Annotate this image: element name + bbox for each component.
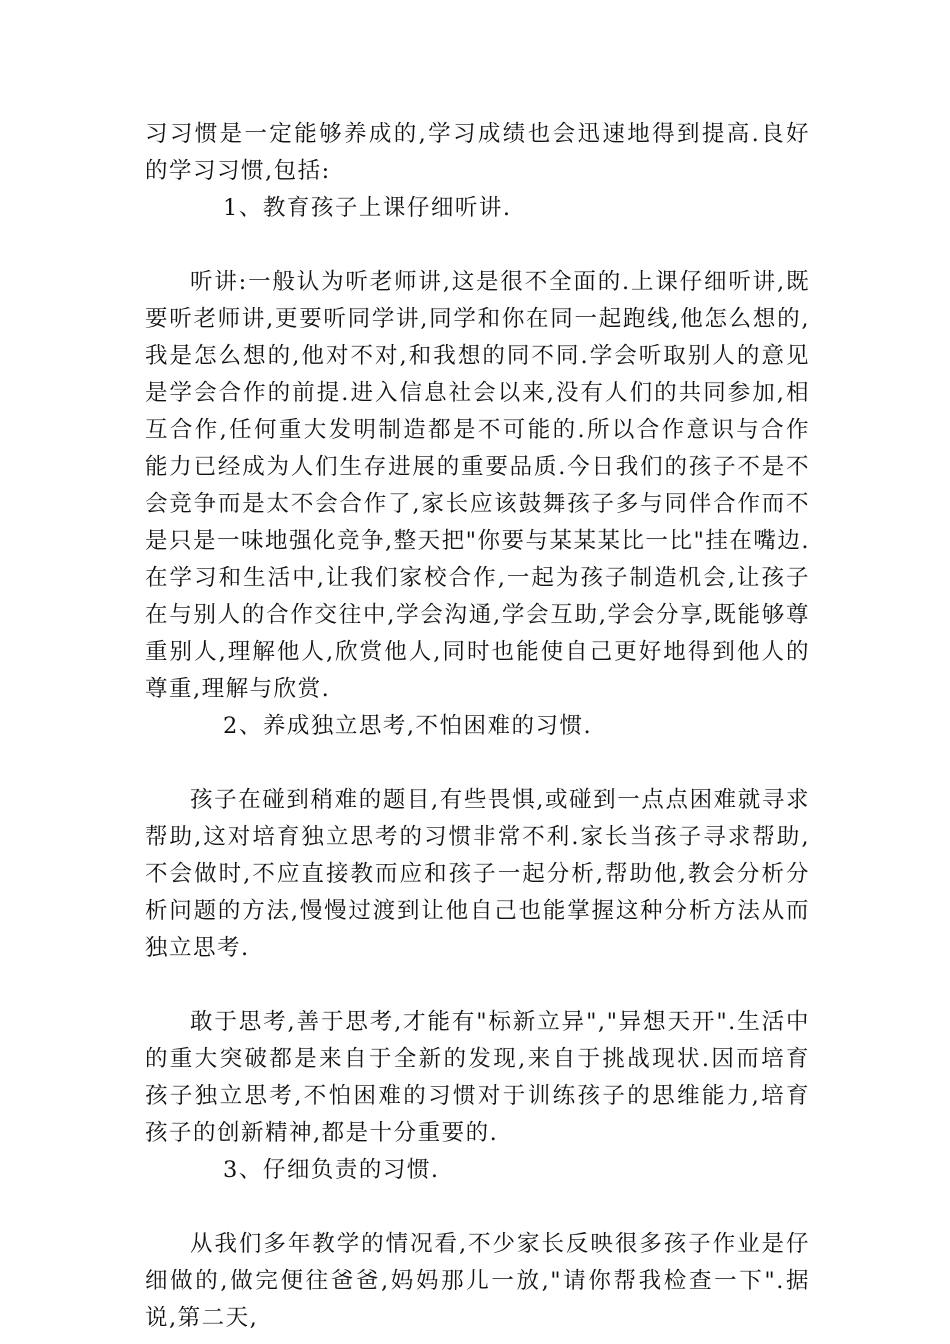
paragraph-spacer (145, 967, 810, 1004)
section-heading-1: 1、教育孩子上课仔细听讲. (223, 195, 512, 221)
section-heading-2: 2、养成独立思考,不怕困难的习惯. (223, 713, 593, 739)
paragraph-intro: 习习惯是一定能够养成的,学习成绩也会迅速地得到提高.良好的学习习惯,包括: (145, 121, 810, 184)
paragraph-spacer (145, 227, 810, 264)
paragraph-listening: 听讲:一般认为听老师讲,这是很不全面的.上课仔细听讲,既要听老师讲,更要听同学讲,同学和你在同一起跑线,他怎么想的,我是怎么想的,他对不对,和我想的同不同.学会听取别人的意见是学会合作的前提.进入信息社会以来,没有人们的共同参加,相互合作,任何重大发明制造都是不可能的.所以合作意识与合作能力已经成为人们生存进展的重要品质.今日我们的孩子不是不会竞争而是太不会合作了,家长应该鼓舞孩子多与同伴合作而不是只是一味地强化竞争,整天把"你要与某某某比一比"挂在嘴边.在学习和生活中,让我们家校合作,一起为孩子制造机会,让孩子在与别人的合作交往中,学会沟通,学会互助,学会分享,既能够尊重别人,理解他人,欣赏他人,同时也能使自己更好地得到他人的尊重,理解与欣赏. (145, 269, 811, 702)
document-body (145, 116, 810, 1337)
paragraph-dare-to-think: 敢于思考,善于思考,才能有"标新立异","异想天开".生活中的重大突破都是来自于全新的发现,来自于挑战现状.因而培育孩子独立思考,不怕困难的习惯对于训练孩子的思维能力,培育孩子的创新精神,都是十分重要的. (145, 1009, 810, 1146)
section-heading-3: 3、仔细负责的习惯. (223, 1157, 440, 1183)
paragraph-independent-thinking: 孩子在碰到稍难的题目,有些畏惧,或碰到一点点困难就寻求帮助,这对培育独立思考的习惯非常不利.家长当孩子寻求帮助,不会做时,不应直接教而应和孩子一起分析,帮助他,教会分析分析问题的方法,慢慢过渡到让他自己也能掌握这种分析方法从而独立思考. (145, 787, 810, 961)
paragraph-spacer (145, 745, 810, 782)
paragraph-careful-responsible: 从我们多年教学的情况看,不少家长反映很多孩子作业是仔细做的,做完便往爸爸,妈妈那儿一放,"请你帮我检查一下".据说,第二天, (145, 1231, 810, 1331)
paragraph-spacer (145, 1189, 810, 1226)
